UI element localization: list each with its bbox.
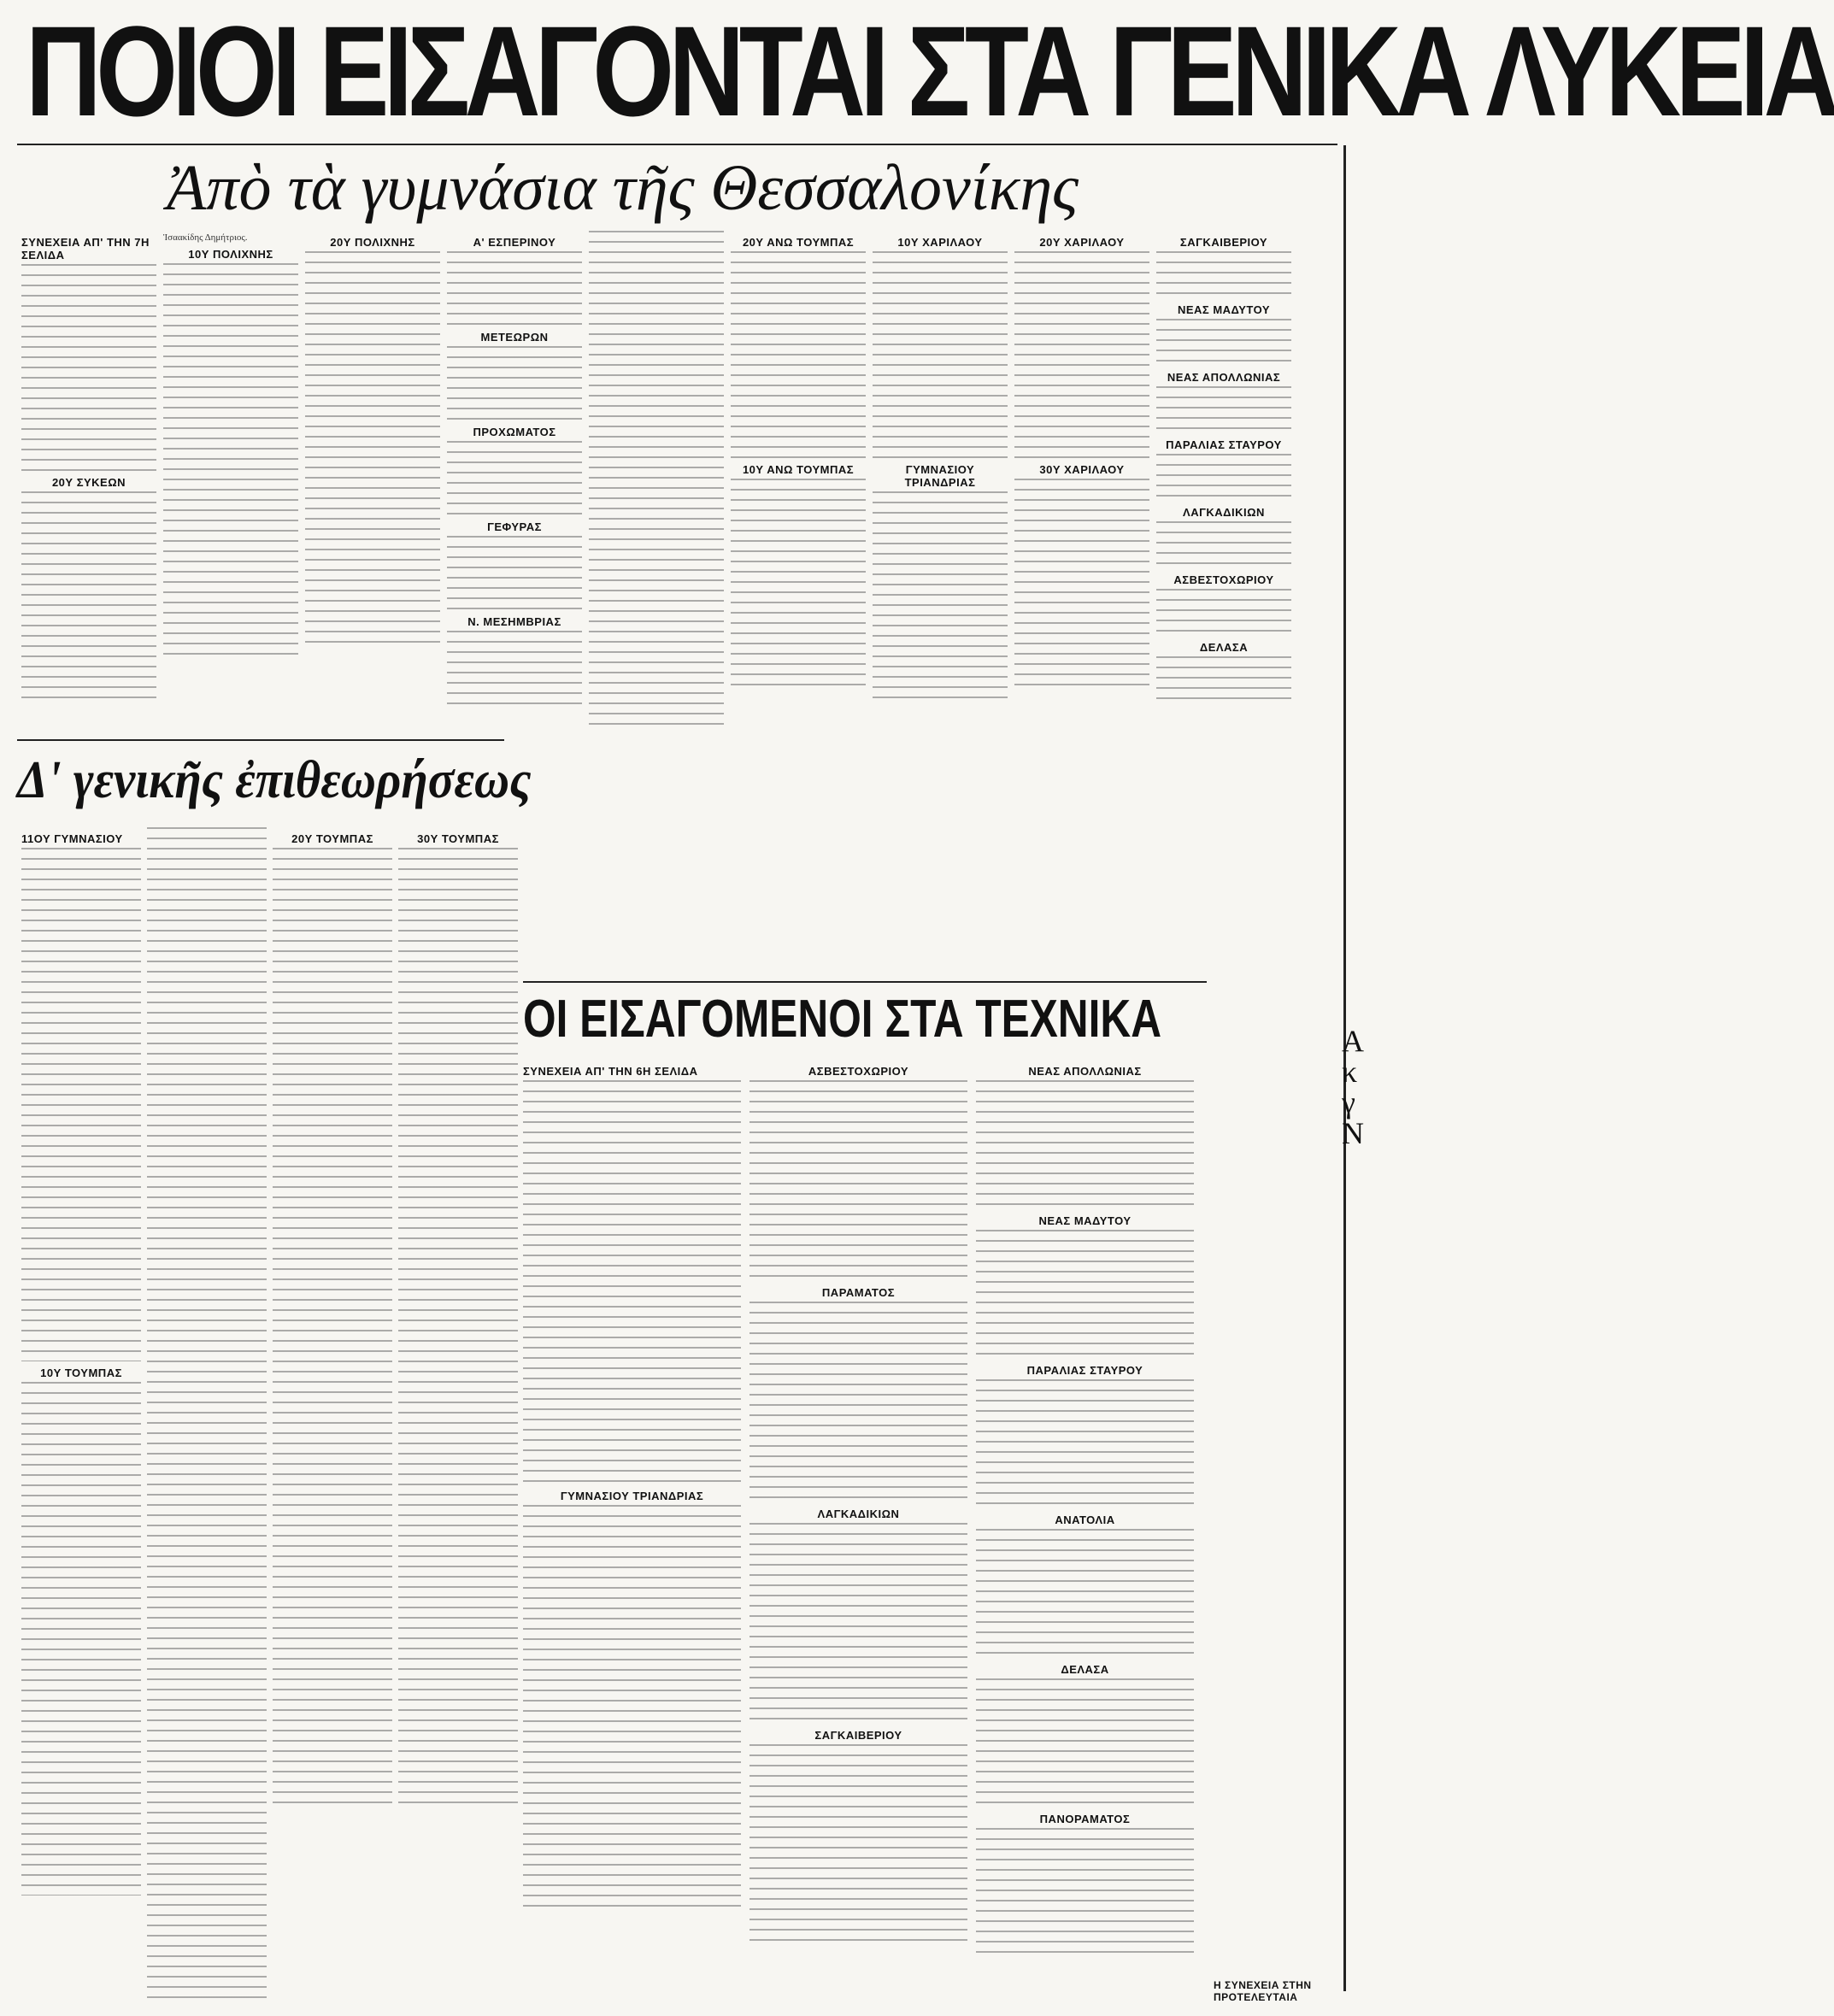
section-heading: 30Υ ΤΟΥΜΠΑΣ bbox=[417, 832, 499, 845]
column-snippet: Ἰσαακίδης Δημήτριος. bbox=[163, 232, 248, 243]
text-block bbox=[523, 1080, 741, 1484]
text-block bbox=[749, 1302, 967, 1502]
text-block bbox=[976, 1379, 1194, 1508]
section-heading: ΣΥΝΕΧΕΙΑ ΑΠ' ΤΗΝ 7Η ΣΕΛΙΔΑ bbox=[21, 236, 150, 262]
top-column bbox=[21, 231, 156, 735]
text-block bbox=[21, 848, 141, 1361]
text-block bbox=[447, 346, 582, 420]
lower-column bbox=[273, 827, 392, 2007]
text-block bbox=[163, 263, 298, 661]
section-heading: ΓΥΜΝΑΣΙΟΥ ΤΡΙΑΝΔΡΙΑΣ bbox=[560, 1490, 704, 1502]
section-heading: ΠΡΟΧΩΜΑΤΟΣ bbox=[473, 426, 556, 438]
technical-headline: ΟΙ ΕΙΣΑΓΟΜΕΝΟΙ ΣΤΑ ΤΕΧΝΙΚΑ bbox=[523, 990, 1162, 1049]
section-heading: 20Υ ΤΟΥΜΠΑΣ bbox=[291, 832, 373, 845]
section-heading: ΠΑΡΑΛΙΑΣ ΣΤΑΥΡΟΥ bbox=[1166, 438, 1282, 451]
technical-column bbox=[749, 1060, 967, 2000]
text-block bbox=[1156, 454, 1291, 501]
text-block bbox=[873, 491, 1008, 698]
text-block bbox=[731, 251, 866, 458]
section-heading: 10Υ ΧΑΡΙΛΑΟΥ bbox=[897, 236, 983, 249]
section-heading: 11ΟΥ ΓΥΜΝΑΣΙΟΥ bbox=[21, 832, 123, 845]
text-block bbox=[731, 479, 866, 685]
section-heading: ΜΕΤΕΩΡΩΝ bbox=[480, 331, 549, 344]
subheadline: Ἀπὸ τὰ γυμνάσια τῆς Θεσσαλονίκης bbox=[167, 152, 1079, 224]
section-heading: ΓΕΦΥΡΑΣ bbox=[487, 520, 542, 533]
section-heading: 20Υ ΧΑΡΙΛΑΟΥ bbox=[1039, 236, 1125, 249]
section-heading: 20Υ ΠΟΛΙΧΝΗΣ bbox=[330, 236, 415, 249]
footer-fragment: Η ΣΥΝΕΧΕΙΑ ΣΤΗΝ ΠΡΟΤΕΛΕΥΤΑΙΑ bbox=[1214, 1979, 1312, 2003]
text-block bbox=[1156, 251, 1291, 298]
text-block bbox=[1014, 479, 1149, 685]
lower-column bbox=[147, 827, 267, 2007]
section-heading: 10Υ ΠΟΛΙΧΝΗΣ bbox=[188, 248, 273, 261]
top-column bbox=[873, 231, 1008, 735]
section-heading: ΝΕΑΣ ΑΠΟΛΛΩΝΙΑΣ bbox=[1028, 1065, 1142, 1078]
technical-column bbox=[976, 1060, 1194, 2000]
section-heading: 10Υ ΤΟΥΜΠΑΣ bbox=[40, 1367, 122, 1379]
text-block bbox=[523, 1505, 741, 1909]
text-block bbox=[976, 1529, 1194, 1658]
technical-column bbox=[523, 1060, 741, 2000]
section-heading: 10Υ ΑΝΩ ΤΟΥΜΠΑΣ bbox=[742, 463, 855, 476]
text-block bbox=[273, 848, 392, 1808]
text-block bbox=[21, 1382, 141, 1896]
section-heading: ΣΑΓΚΑΙΒΕΡΙΟΥ bbox=[1179, 236, 1268, 249]
text-block bbox=[398, 848, 518, 1808]
section-heading: ΠΑΝΟΡΑΜΑΤΟΣ bbox=[1039, 1813, 1131, 1825]
text-block bbox=[749, 1744, 967, 1945]
text-block bbox=[1156, 521, 1291, 568]
section-heading: 20Υ ΣΥΚΕΩΝ bbox=[51, 476, 126, 489]
masthead-headline bbox=[0, 0, 1834, 145]
section-heading: ΝΕΑΣ ΜΑΔΥΤΟΥ bbox=[1177, 303, 1271, 316]
lower-column bbox=[398, 827, 518, 2007]
top-column bbox=[305, 231, 440, 735]
section-heading: Α' ΕΣΠΕΡΙΝΟΥ bbox=[473, 236, 556, 249]
section-heading: ΠΑΡΑΛΙΑΣ ΣΤΑΥΡΟΥ bbox=[1026, 1364, 1143, 1377]
top-column bbox=[731, 231, 866, 735]
text-block bbox=[976, 1828, 1194, 1957]
section-heading: ΑΣΒΕΣΤΟΧΩΡΙΟΥ bbox=[808, 1065, 909, 1078]
text-block bbox=[21, 264, 156, 471]
lower-column bbox=[21, 827, 141, 2007]
text-block bbox=[873, 251, 1008, 458]
top-column bbox=[589, 231, 724, 735]
text-block bbox=[447, 536, 582, 610]
section-heading: 20Υ ΑΝΩ ΤΟΥΜΠΑΣ bbox=[742, 236, 855, 249]
text-block bbox=[1014, 251, 1149, 458]
section-heading: ΑΝΑΤΟΛΙΑ bbox=[1055, 1513, 1115, 1526]
section-heading: ΝΕΑΣ ΑΠΟΛΛΩΝΙΑΣ bbox=[1167, 371, 1281, 384]
section-heading: ΣΑΓΚΑΙΒΕΡΙΟΥ bbox=[814, 1729, 902, 1742]
section-heading: ΛΑΓΚΑΔΙΚΙΩΝ bbox=[817, 1508, 900, 1520]
section-heading: ΓΥΜΝΑΣΙΟΥ ΤΡΙΑΝΔΡΙΑΣ bbox=[904, 463, 976, 489]
text-block bbox=[1156, 319, 1291, 366]
section-heading: Ν. ΜΕΣΗΜΒΡΙΑΣ bbox=[467, 615, 561, 628]
text-block bbox=[1156, 656, 1291, 703]
text-block bbox=[1156, 386, 1291, 433]
section-heading: ΔΕΛΑΣΑ bbox=[1061, 1663, 1109, 1676]
section-heading: ΑΣΒΕΣΤΟΧΩΡΙΟΥ bbox=[1173, 573, 1274, 586]
top-column bbox=[163, 231, 298, 735]
clipped-right-edge: Α κ γ Ν bbox=[1342, 1024, 1364, 1150]
text-block bbox=[976, 1080, 1194, 1209]
text-block bbox=[749, 1080, 967, 1281]
text-block bbox=[976, 1230, 1194, 1359]
text-block bbox=[749, 1523, 967, 1724]
section-heading: 30Υ ΧΑΡΙΛΑΟΥ bbox=[1039, 463, 1125, 476]
text-block bbox=[1156, 589, 1291, 636]
text-block bbox=[447, 251, 582, 326]
text-block bbox=[447, 441, 582, 515]
top-column bbox=[1156, 231, 1291, 735]
text-block bbox=[21, 491, 156, 698]
text-block bbox=[305, 251, 440, 649]
text-block bbox=[147, 827, 267, 1998]
section-band-title: Δ' γενικῆς ἐπιθεωρήσεως bbox=[17, 751, 532, 809]
section-heading: ΔΕΛΑΣΑ bbox=[1199, 641, 1249, 654]
rule-technical-top bbox=[523, 981, 1207, 983]
section-heading: ΝΕΑΣ ΜΑΔΥΤΟΥ bbox=[1038, 1214, 1132, 1227]
section-heading: ΛΑΓΚΑΔΙΚΙΩΝ bbox=[1183, 506, 1265, 519]
rule-under-headline bbox=[17, 144, 1337, 145]
text-block bbox=[589, 231, 724, 726]
top-column bbox=[447, 231, 582, 735]
top-column bbox=[1014, 231, 1149, 735]
section-heading: ΣΥΝΕΧΕΙΑ ΑΠ' ΤΗΝ 6Η ΣΕΛΙΔΑ bbox=[523, 1065, 698, 1078]
text-block bbox=[447, 631, 582, 705]
main-headline: ΠΟΙΟΙ ΕΙΣΑΓΟΝΤΑΙ ΣΤΑ ΓΕΝΙΚΑ ΛΥΚΕΙΑ bbox=[26, 0, 1834, 143]
text-block bbox=[976, 1678, 1194, 1807]
rule-under-top-columns bbox=[17, 739, 504, 741]
section-heading: ΠΑΡΑΜΑΤΟΣ bbox=[821, 1286, 896, 1299]
